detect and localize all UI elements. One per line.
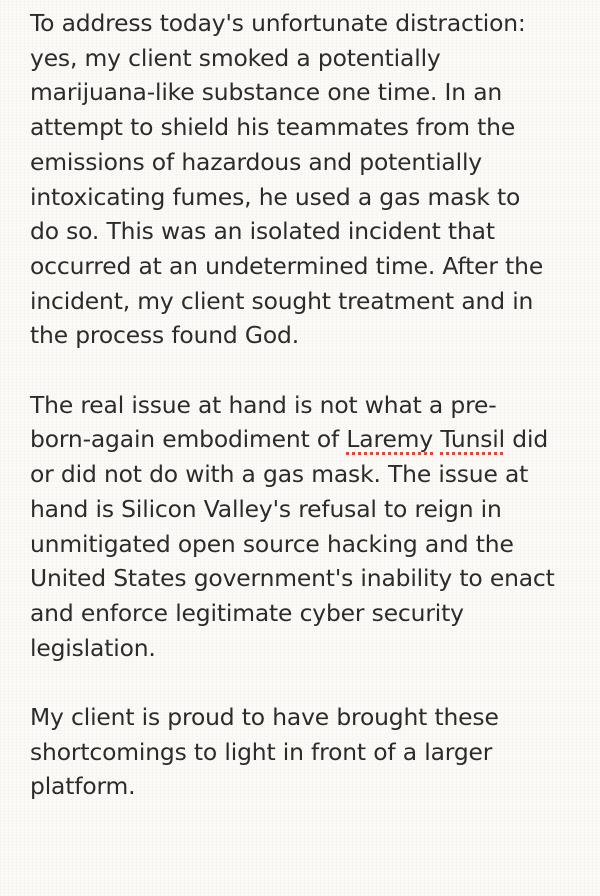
text-line: The real issue at hand is not what a pre-: [30, 390, 497, 419]
text-line-with-misspellings: [30, 422, 590, 457]
text-line: hand is Silicon Valley's refusal to reign in: [30, 494, 502, 523]
note-body: [30, 6, 590, 804]
paragraph-3: [30, 700, 590, 804]
text-line: incident, my client sought treatment and in: [30, 286, 534, 315]
text-fragment: did: [504, 425, 549, 454]
text-line: do so. This was an isolated incident that: [30, 217, 495, 246]
text-line: unmitigated open source hacking and the: [30, 529, 514, 558]
text-line: legislation.: [30, 633, 156, 662]
text-line: platform.: [30, 772, 136, 801]
text-line: shortcomings to light in front of a larger: [30, 737, 493, 766]
text-line: emissions of hazardous and potentially: [30, 147, 482, 176]
text-line: To address today's unfortunate distraction:: [30, 9, 526, 37]
misspelled-word[interactable]: Tunsil: [440, 425, 505, 454]
misspelled-word[interactable]: Laremy: [346, 425, 434, 454]
text-line: United States government's inability to enact: [30, 564, 555, 593]
text-line: marijuana-like substance one time. In an: [30, 78, 503, 107]
text-line: the process found God.: [30, 321, 300, 350]
paragraph-2: [30, 388, 590, 666]
text-line: intoxicating fumes, he used a gas mask to: [30, 182, 521, 211]
text-line: My client is proud to have brought these: [30, 703, 499, 732]
text-line: occurred at an undetermined time. After the: [30, 251, 544, 280]
text-line: or did not do with a gas mask. The issue at: [30, 460, 529, 489]
text-fragment: born-again embodiment of: [30, 425, 347, 454]
paragraph-1: [30, 6, 590, 353]
text-line: and enforce legitimate cyber security: [30, 598, 464, 627]
text-line: attempt to shield his teammates from the: [30, 113, 516, 142]
text-line: yes, my client smoked a potentially: [30, 43, 441, 72]
